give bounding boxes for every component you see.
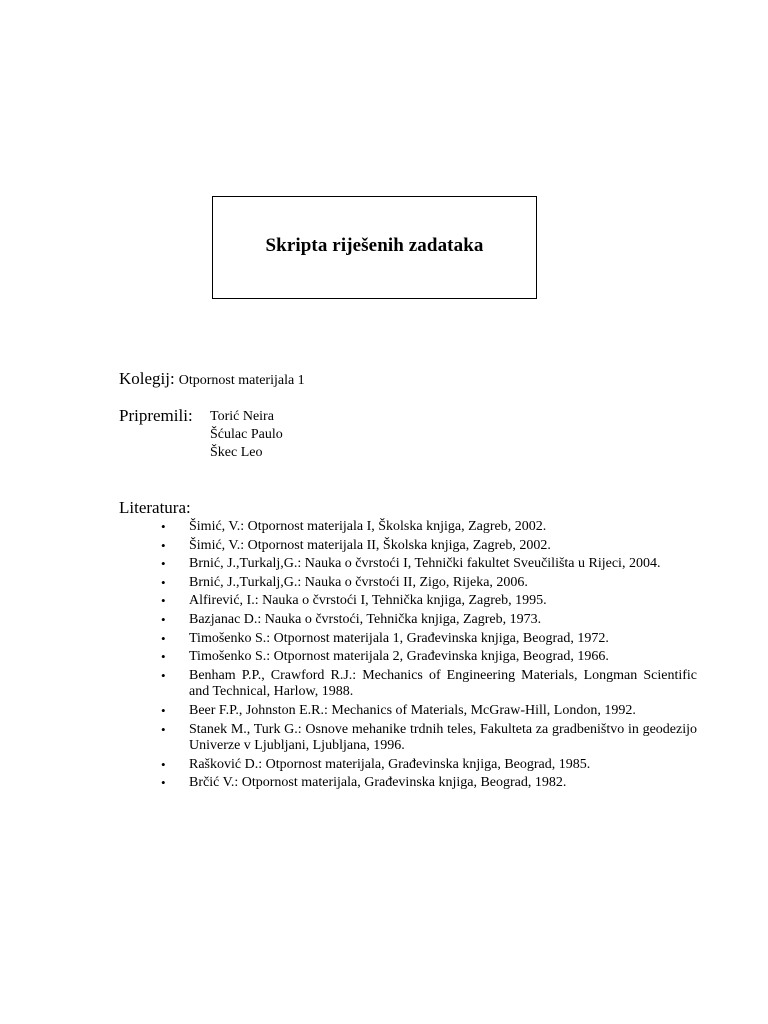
reference-item [161, 722, 697, 755]
author-name: Torić Neira [210, 409, 274, 424]
title-box [212, 196, 537, 299]
course-line [119, 369, 305, 389]
bullet-icon: • [161, 756, 166, 772]
bullet-icon: • [161, 611, 166, 627]
bullet-icon: • [161, 537, 166, 553]
bullet-icon: • [161, 667, 166, 683]
prepared-label: Pripremili: [119, 406, 193, 425]
author-name: Škec Leo [210, 445, 263, 460]
bullet-icon: • [161, 649, 166, 665]
reference-text: Timošenko S.: Otpornost materijala 1, Građevinska knjiga, Beograd, 1972. [189, 630, 609, 646]
reference-text: Brnić, J.,Turkalj,G.: Nauka o čvrstoći II, Zigo, Rijeka, 2006. [189, 574, 528, 590]
bullet-icon: • [161, 593, 166, 609]
reference-item [161, 668, 697, 701]
reference-item [161, 631, 697, 648]
course-value: Otpornost materijala 1 [178, 373, 305, 388]
reference-item [161, 519, 697, 536]
reference-item [161, 703, 697, 720]
author-list [210, 408, 283, 462]
reference-item [161, 757, 697, 774]
reference-item [161, 593, 697, 610]
bullet-icon: • [161, 775, 166, 791]
reference-list [161, 519, 697, 794]
reference-item [161, 575, 697, 592]
author-name: Šćulac Paulo [210, 427, 283, 442]
reference-item [161, 612, 697, 629]
reference-text: Beer F.P., Johnston E.R.: Mechanics of Materials, McGraw-Hill, London, 1992. [189, 702, 636, 718]
reference-text: Benham P.P., Crawford R.J.: Mechanics of Engineering Materials, Longman Scientific and Technical, Harlow, 1988. [189, 667, 697, 700]
reference-item [161, 649, 697, 666]
reference-text: Šimić, V.: Otpornost materijala II, Školska knjiga, Zagreb, 2002. [189, 537, 551, 553]
reference-text: Alfirević, I.: Nauka o čvrstoći I, Tehnička knjiga, Zagreb, 1995. [189, 593, 547, 609]
literature-label: Literatura: [119, 498, 191, 517]
bullet-icon: • [161, 556, 166, 572]
document-title: Skripta riješenih zadataka [265, 234, 484, 256]
course-label: Kolegij: [119, 369, 175, 388]
bullet-icon: • [161, 630, 166, 646]
reference-text: Brčić V.: Otpornost materijala, Građevinska knjiga, Beograd, 1982. [189, 775, 567, 791]
reference-item [161, 556, 697, 573]
reference-item [161, 538, 697, 555]
bullet-icon: • [161, 519, 166, 534]
reference-text: Bazjanac D.: Nauka o čvrstoći, Tehnička knjiga, Zagreb, 1973. [189, 611, 542, 627]
reference-text: Stanek M., Turk G.: Osnove mehanike trdnih teles, Fakulteta za gradbeništvo in geodezijo Univerze v Ljubljani, Ljubljana, 1996. [189, 721, 697, 754]
reference-text: Šimić, V.: Otpornost materijala I, Školska knjiga, Zagreb, 2002. [189, 519, 547, 534]
reference-item [161, 775, 697, 792]
reference-text: Brnić, J.,Turkalj,G.: Nauka o čvrstoći I, Tehnički fakultet Sveučilišta u Rijeci, 2004. [189, 556, 661, 572]
reference-text: Rašković D.: Otpornost materijala, Građevinska knjiga, Beograd, 1985. [189, 756, 591, 772]
bullet-icon: • [161, 721, 166, 737]
bullet-icon: • [161, 702, 166, 718]
bullet-icon: • [161, 574, 166, 590]
reference-text: Timošenko S.: Otpornost materijala 2, Građevinska knjiga, Beograd, 1966. [189, 649, 609, 665]
